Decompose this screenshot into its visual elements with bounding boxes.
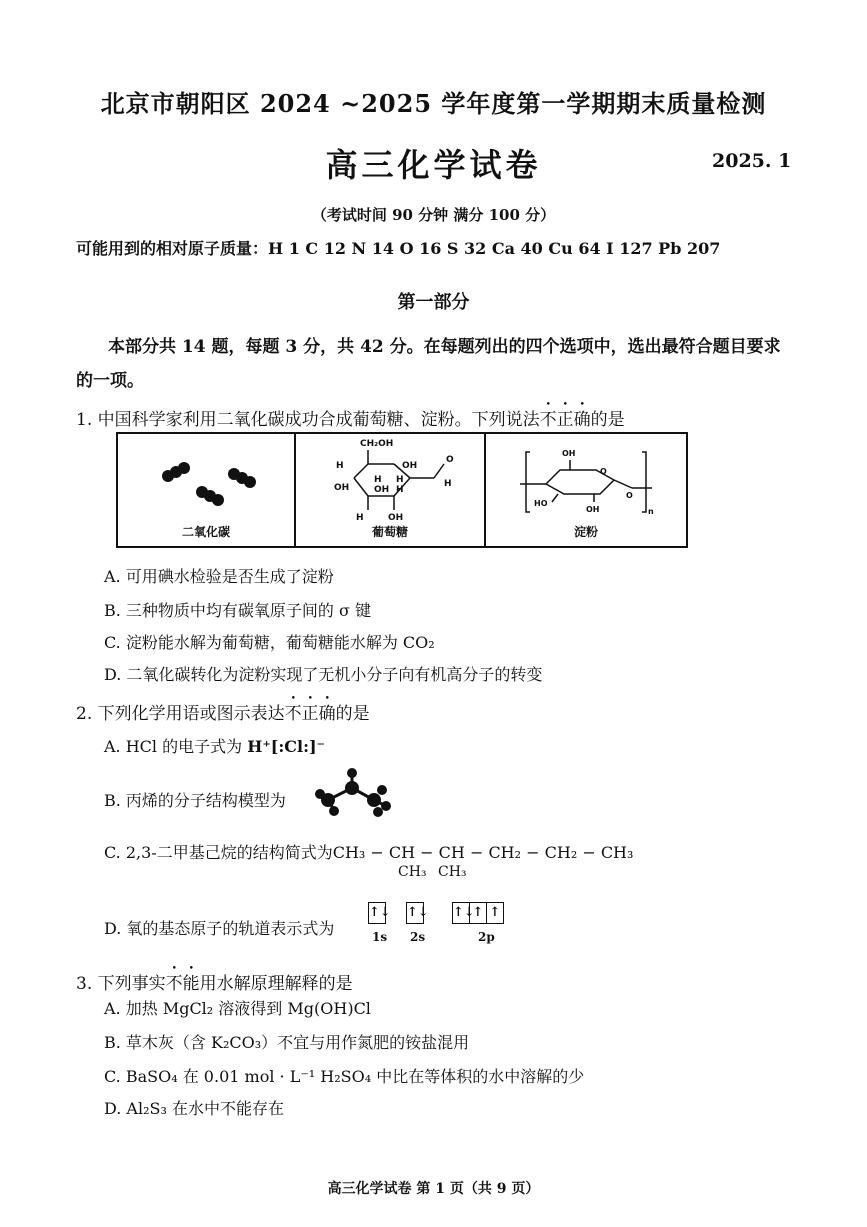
starch-label-0: OH bbox=[562, 449, 576, 458]
orbital-box-1s: ↑↓ bbox=[368, 902, 386, 924]
co2-molecules-image bbox=[118, 434, 294, 524]
q2-option-b-text: B. 丙烯的分子结构模型为 bbox=[104, 791, 286, 810]
orbital-box-2p-2: ↑ bbox=[470, 902, 487, 924]
co2-cell bbox=[118, 434, 296, 546]
orbital-label-2s: 2s bbox=[410, 930, 426, 944]
part-title: 第一部分 bbox=[397, 292, 470, 313]
orbital-label-2p: 2p bbox=[478, 930, 495, 944]
orbital-2p bbox=[452, 902, 504, 924]
q3-stem-emph: 不能 bbox=[165, 974, 200, 994]
q2-option-a bbox=[104, 734, 325, 757]
exam-date: 2025. 1 bbox=[712, 150, 792, 172]
question-3-stem bbox=[76, 964, 353, 994]
q2-stem-post: 的是 bbox=[335, 704, 370, 724]
q2-option-d-text: D. 氧的基态原子的轨道表示式为 bbox=[104, 919, 335, 938]
atomic-masses: 可能用到的相对原子质量：H 1 C 12 N 14 O 16 S 32 Ca 40 Cu 64 I 127 Pb 207 bbox=[76, 239, 721, 258]
glucose-label-3: O bbox=[446, 455, 454, 465]
glucose-label-5: OH bbox=[334, 483, 350, 493]
glucose-cell bbox=[296, 434, 486, 546]
q1-option-c: C. 淀粉能水解为葡萄糖，葡萄糖能水解为 CO₂ bbox=[104, 633, 435, 652]
q2-option-c-text: C. 2,3-二甲基己烷的结构简式为 bbox=[104, 843, 333, 862]
caption-co2: 二氧化碳 bbox=[181, 525, 230, 539]
q3-stem-post: 用水解原理解释的是 bbox=[199, 974, 353, 994]
q1-option-a: A. 可用碘水检验是否生成了淀粉 bbox=[104, 567, 334, 586]
q3-option-c: C. BaSO₄ 在 0.01 mol · L⁻¹ H₂SO₄ 中比在等体积的水中溶解的少 bbox=[104, 1067, 585, 1086]
q2-option-b bbox=[104, 788, 286, 811]
orbital-1s bbox=[368, 902, 391, 924]
starch-label-1: HO bbox=[534, 499, 548, 508]
starch-label-2: OH bbox=[586, 505, 600, 514]
q3-option-d: D. Al₂S₃ 在水中不能存在 bbox=[104, 1099, 284, 1118]
orbital-box-2p-1: ↑↓ bbox=[452, 902, 470, 924]
orbital-label-1s: 1s bbox=[372, 930, 388, 944]
part-instructions: 本部分共 14 题，每题 3 分，共 42 分。在每题列出的四个选项中，选出最符合题目要求的一项。 bbox=[76, 337, 781, 391]
glucose-label-8: OH bbox=[374, 485, 390, 495]
hcl-electron-formula: H⁺[:Cl:]⁻ bbox=[247, 737, 325, 756]
question-2-stem bbox=[76, 694, 370, 724]
page-footer: 高三化学试卷 第 1 页（共 9 页） bbox=[327, 1181, 540, 1197]
glucose-label-2: OH bbox=[402, 461, 418, 471]
starch-label-5: n bbox=[648, 507, 654, 516]
caption-glucose: 葡萄糖 bbox=[371, 525, 408, 539]
glucose-label-4: H bbox=[444, 479, 452, 489]
glucose-label-6: H bbox=[374, 475, 382, 485]
question-1-stem bbox=[76, 400, 625, 430]
exam-title: 高三化学试卷 bbox=[325, 146, 542, 184]
glucose-label-7: H bbox=[396, 475, 404, 485]
starch-structure-image bbox=[486, 434, 686, 526]
orbital-2s bbox=[406, 902, 429, 924]
q1-stem-pre: 1. 中国科学家利用二氧化碳成功合成葡萄糖、淀粉。下列说法 bbox=[76, 410, 540, 430]
q2-option-d bbox=[104, 916, 334, 939]
glucose-label-0: CH₂OH bbox=[360, 439, 394, 449]
oxygen-orbital-diagram bbox=[368, 902, 538, 950]
glucose-structure-image bbox=[296, 434, 484, 526]
starch-cell bbox=[486, 434, 686, 546]
dimethylhexane-branch-1: CH₃ bbox=[398, 864, 427, 880]
glucose-label-10: H bbox=[356, 513, 364, 523]
exam-header-line1: 北京市朝阳区 2024 ~2025 学年度第一学期期末质量检测 bbox=[100, 89, 767, 118]
dimethylhexane-main-chain: CH₃ − CH − CH − CH₂ − CH₂ − CH₃ bbox=[332, 843, 634, 862]
q2-stem-emph: 不正确 bbox=[284, 704, 336, 724]
question-1-figure bbox=[116, 432, 688, 548]
propene-ball-stick-model bbox=[312, 766, 396, 818]
orbital-box-2p-3: ↑ bbox=[487, 902, 504, 924]
glucose-label-9: H bbox=[396, 485, 404, 495]
q2-option-c bbox=[104, 840, 633, 863]
q1-stem-emph: 不正确 bbox=[539, 410, 591, 430]
caption-starch: 淀粉 bbox=[573, 525, 598, 539]
q3-stem-pre: 3. 下列事实 bbox=[76, 974, 166, 994]
glucose-label-11: OH bbox=[388, 513, 404, 523]
q3-option-b: B. 草木灰（含 K₂CO₃）不宜与用作氮肥的铵盐混用 bbox=[104, 1033, 470, 1052]
exam-time-info: （考试时间 90 分钟 满分 100 分） bbox=[311, 206, 556, 224]
glucose-label-1: H bbox=[336, 461, 344, 471]
q3-option-a: A. 加热 MgCl₂ 溶液得到 Mg(OH)Cl bbox=[104, 999, 371, 1018]
q1-stem-post: 的是 bbox=[590, 410, 625, 430]
q2-option-a-text: A. HCl 的电子式为 bbox=[104, 737, 248, 756]
q2-stem-pre: 2. 下列化学用语或图示表达 bbox=[76, 704, 285, 724]
q1-option-b: B. 三种物质中均有碳氧原子间的 σ 键 bbox=[104, 601, 372, 620]
starch-label-3: O bbox=[600, 467, 607, 476]
starch-label-4: O bbox=[626, 491, 633, 500]
dimethylhexane-branch-2: CH₃ bbox=[438, 864, 467, 880]
q1-option-d: D. 二氧化碳转化为淀粉实现了无机小分子向有机高分子的转变 bbox=[104, 665, 543, 684]
orbital-box-2s: ↑↓ bbox=[406, 902, 424, 924]
